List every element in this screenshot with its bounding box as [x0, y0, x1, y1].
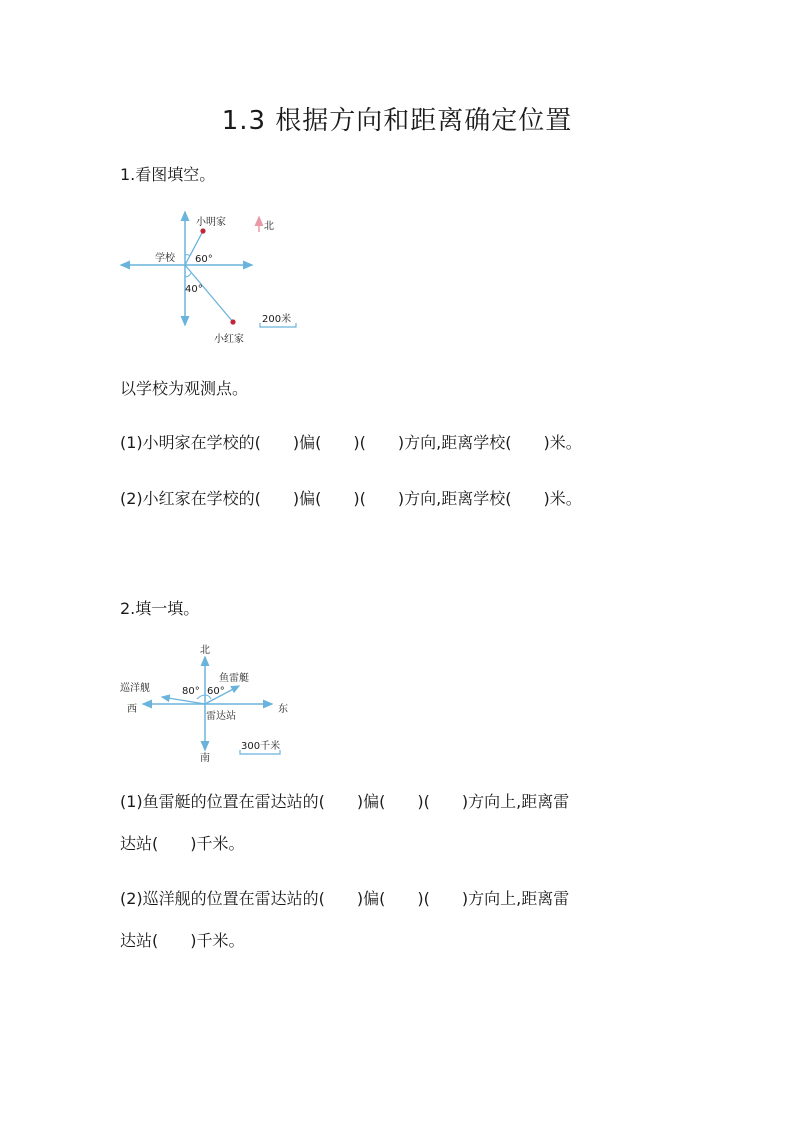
- label-scale-2: 300千米: [241, 741, 281, 752]
- section1-question-2: (2)小红家在学校的( )偏( )( )方向,距离学校( )米。: [120, 489, 582, 508]
- label-xiaohong: 小红家: [214, 334, 244, 345]
- label-torpedo: 鱼雷艇: [219, 673, 249, 684]
- section1-question-1: (1)小明家在学校的( )偏( )( )方向,距离学校( )米。: [120, 433, 582, 452]
- section2-question-1-line2: 达站( )千米。: [120, 834, 245, 853]
- label-angle-60-2: 60°: [207, 686, 225, 697]
- section2-question-1-line1: (1)鱼雷艇的位置在雷达站的( )偏( )( )方向上,距离雷: [120, 792, 570, 811]
- label-angle-40: 40°: [185, 284, 203, 295]
- section2-question-2-line1: (2)巡洋舰的位置在雷达站的( )偏( )( )方向上,距离雷: [120, 889, 570, 908]
- page-title: 1.3 根据方向和距离确定位置: [221, 106, 573, 136]
- label-cruiser: 巡洋舰: [120, 683, 150, 694]
- label-xiaoming: 小明家: [196, 217, 226, 228]
- label-west: 西: [127, 704, 137, 715]
- label-south: 南: [200, 753, 210, 764]
- section2-heading: 2.填一填。: [120, 599, 200, 618]
- label-north: 北: [264, 221, 274, 232]
- label-scale: 200米: [262, 314, 292, 325]
- section1-heading: 1.看图填空。: [120, 165, 216, 184]
- label-angle-60: 60°: [195, 254, 213, 265]
- label-east: 东: [278, 704, 288, 715]
- label-school: 学校: [155, 253, 175, 264]
- label-north-2: 北: [200, 645, 210, 656]
- label-angle-80: 80°: [182, 686, 200, 697]
- section1-intro: 以学校为观测点。: [120, 379, 249, 398]
- section2-question-2-line2: 达站( )千米。: [120, 931, 245, 950]
- label-station: 雷达站: [206, 711, 236, 722]
